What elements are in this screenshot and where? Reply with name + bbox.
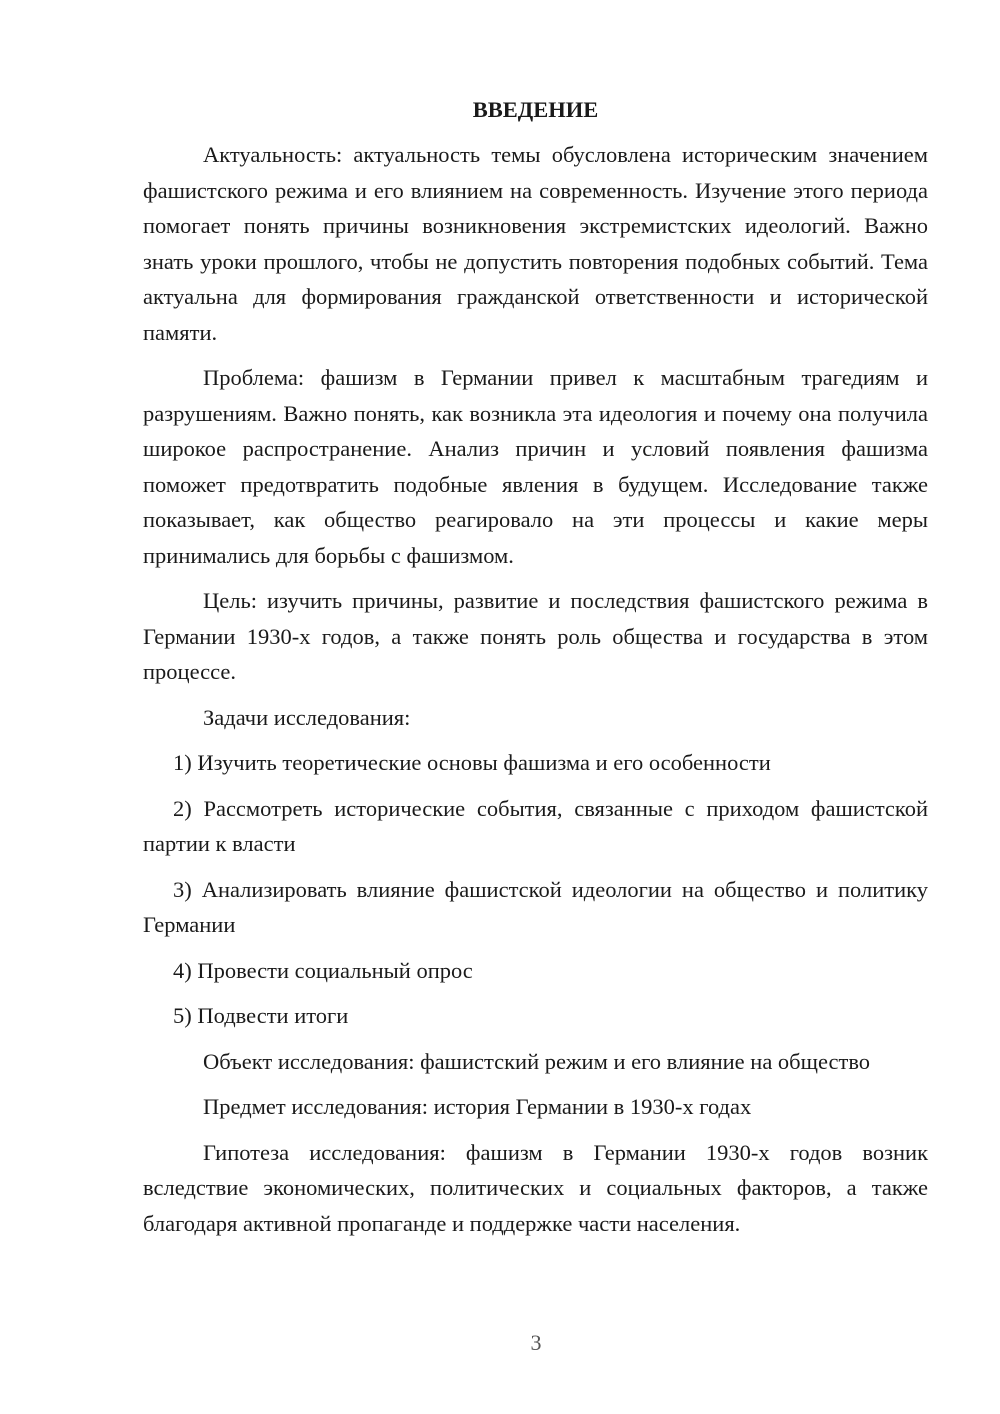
- page-number: 3: [530, 1330, 542, 1355]
- task-item-3: 3) Анализировать влияние фашистской идеологии на общество и политику Германии: [143, 876, 928, 937]
- task-item-5: 5) Подвести итоги: [173, 1003, 349, 1028]
- paragraph-problem: Проблема: фашизм в Германии привел к масштабным трагедиям и разрушениям. Важно понять, как возникла эта идеология и почему она получила широкое распространение. Анализ причин и условий появления фашизма поможет предотвратить подобные явления в будущем. Исследование также показывает, как общество реагировало на эти процессы и какие меры принимались для борьбы с фашизмом.: [143, 365, 928, 568]
- tasks-heading: Задачи исследования:: [203, 704, 411, 730]
- paragraph-object: Объект исследования: фашистский режим и его влияние на общество: [203, 1048, 871, 1074]
- paragraph-goal: Цель: изучить причины, развитие и последствия фашистского режима в Германии 1930-х годов, а также понять роль общества и государства в этом процессе.: [143, 588, 928, 684]
- paragraph-subject: Предмет исследования: история Германии в 1930-х годах: [203, 1094, 752, 1119]
- paragraph-relevance: Актуальность: актуальность темы обусловлена историческим значением фашистского режима и его влиянием на современность. Изучение этого периода помогает понять причины возникновения экстремистских идеологий. Важно знать уроки прошлого, чтобы не допустить повторения подобных событий. Тема актуальна для формирования гражданской ответственности и исторической памяти.: [143, 142, 928, 345]
- paragraph-hypothesis: Гипотеза исследования: фашизм в Германии 1930-х годов возник вследствие экономических, политических и социальных факторов, а также благодаря активной пропаганде и поддержке части населения.: [143, 1139, 928, 1236]
- task-item-1: 1) Изучить теоретические основы фашизма и его особенности: [173, 750, 771, 775]
- document-page: [143, 92, 928, 1251]
- page-title: ВВЕДЕНИЕ: [472, 97, 599, 122]
- task-item-2: 2) Рассмотреть исторические события, связанные с приходом фашистской партии к власти: [143, 795, 928, 856]
- task-item-4: 4) Провести социальный опрос: [173, 957, 473, 983]
